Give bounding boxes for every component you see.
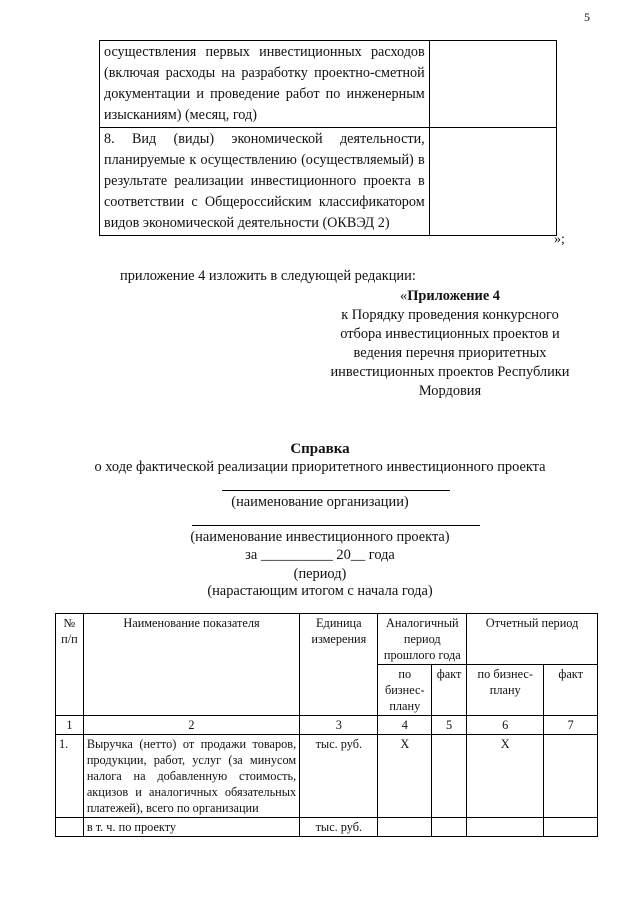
row-value: Х (467, 735, 544, 818)
top-table-empty-cell (429, 128, 556, 236)
top-table-empty-cell (429, 41, 556, 128)
row-value (544, 735, 598, 818)
column-number: 2 (83, 716, 299, 735)
top-table-cell: осуществления первых инвестиционных расходов (включая расходы на разработку проектно-сметной документации и проведение работ по инженерным изысканиям) (месяц, год) (100, 41, 430, 128)
row-name: Выручка (нетто) от продажи товаров, продукции, работ, услуг (за минусом налога на добавленную стоимость, акцизов и аналогичных обязательных платежей), всего по организации (83, 735, 299, 818)
header-by-plan: по бизнес-плану (378, 665, 432, 716)
header-num: № п/п (56, 614, 84, 716)
org-caption: (наименование организации) (231, 494, 409, 510)
header-fact: факт (432, 665, 467, 716)
row-value (544, 818, 598, 837)
header-row (56, 614, 598, 665)
header-name: Наименование показателя (83, 614, 299, 716)
row-num (56, 818, 84, 837)
appendix-line: отбора инвестиционных проектов и (340, 326, 560, 342)
period-caption: (период) (293, 566, 347, 582)
row-num: 1. (56, 735, 84, 818)
column-number-row (56, 716, 598, 735)
table-row (56, 818, 598, 837)
row-unit: тыс. руб. (300, 818, 378, 837)
appendix-title: Приложение 4 (407, 288, 500, 304)
row-value (467, 818, 544, 837)
column-number: 1 (56, 716, 84, 735)
row-value (432, 818, 467, 837)
table-row (56, 735, 598, 818)
header-analog-period: Аналогичный период прошлого года (378, 614, 467, 665)
header-fact: факт (544, 665, 598, 716)
top-table-cell: 8. Вид (виды) экономической деятельности, планируемые к осуществлению (осуществляемый) в результате реализации инвестиционного проекта в соответствии с Общероссийским классификатором видов экономической деятельности (ОКВЭД 2) (100, 128, 430, 236)
column-number: 7 (544, 716, 598, 735)
appendix-line: ведения перечня приоритетных (353, 345, 547, 361)
column-number: 5 (432, 716, 467, 735)
appendix-line: Мордовия (418, 383, 482, 399)
form-title: Справка (290, 441, 350, 457)
project-caption: (наименование инвестиционного проекта) (190, 529, 450, 545)
closing-quote: »; (554, 232, 565, 247)
column-number: 4 (378, 716, 432, 735)
row-name: в т. ч. по проекту (83, 818, 299, 837)
appendix-quote: « (400, 288, 408, 304)
cumulative-caption: (нарастающим итогом с начала года) (207, 583, 433, 599)
header-report-period: Отчетный период (467, 614, 598, 665)
report-table (55, 613, 598, 837)
row-value (378, 818, 432, 837)
header-by-plan: по бизнес-плану (467, 665, 544, 716)
period-line: за __________ 20__ года (245, 547, 395, 563)
org-name-line (222, 490, 450, 491)
column-number: 3 (300, 716, 378, 735)
appendix-header (300, 287, 600, 401)
header-unit: Единица измерения (300, 614, 378, 716)
appendix-line: к Порядку проведения конкурсного (341, 307, 559, 323)
row-unit: тыс. руб. (300, 735, 378, 818)
appendix-line: инвестиционных проектов Республики (330, 364, 570, 380)
row-value (432, 735, 467, 818)
table-row (100, 128, 557, 236)
page-number: 5 (584, 10, 590, 24)
table-row (100, 41, 557, 128)
top-table (99, 40, 557, 236)
project-name-line (192, 525, 480, 526)
intro-text: приложение 4 изложить в следующей редакции: (120, 268, 416, 284)
row-value: Х (378, 735, 432, 818)
column-number: 6 (467, 716, 544, 735)
form-subtitle: о ходе фактической реализации приоритетного инвестиционного проекта (94, 459, 546, 475)
